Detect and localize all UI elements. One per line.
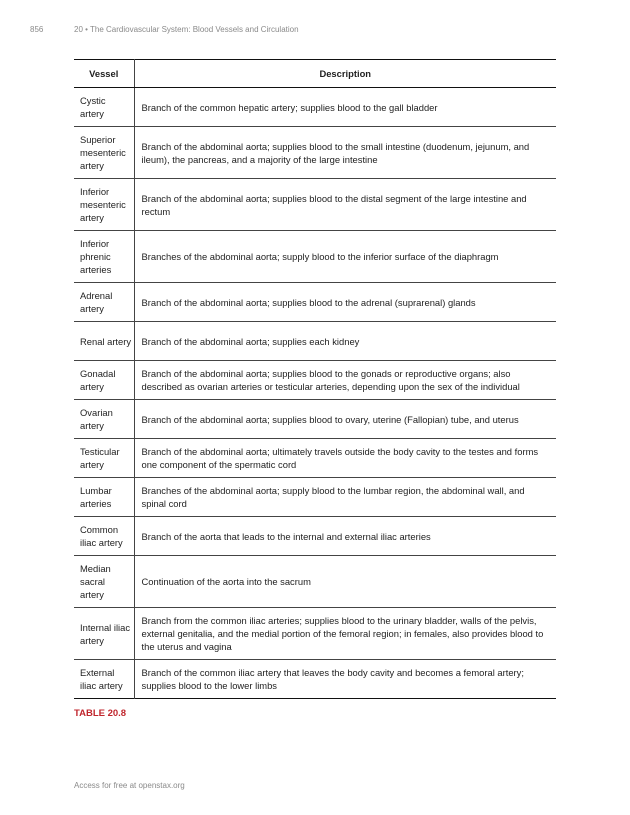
description-cell: Branch of the aorta that leads to the internal and external iliac arteries (134, 517, 556, 556)
table-row (74, 322, 556, 361)
table-row (74, 400, 556, 439)
description-cell: Branch of the common iliac artery that leaves the body cavity and becomes a femoral artery; supplies blood to the lower limbs (141, 667, 524, 691)
running-title: 20 • The Cardiovascular System: Blood Vessels and Circulation (74, 25, 299, 34)
vessel-table (74, 59, 556, 699)
table-row (74, 283, 556, 322)
description-cell: Branch of the abdominal aorta; ultimately travels outside the body cavity to the testes and forms one component of the spermatic cord (134, 439, 556, 478)
vessel-cell: Common iliac artery (74, 517, 134, 556)
page-footer: Access for free at openstax.org (74, 781, 185, 790)
vessel-cell: Median sacral artery (74, 556, 134, 608)
page-number: 856 (30, 25, 44, 34)
table-row (74, 517, 556, 556)
description-cell: Branch from the common iliac arteries; supplies blood to the urinary bladder, walls of the pelvis, external genitalia, and the medial portion of the femoral region; in females, also provides blood to the uterus and vagina (134, 608, 556, 660)
vessel-column-header: Vessel (74, 60, 134, 88)
vessel-cell: Testicular artery (74, 439, 134, 478)
description-cell: Branches of the abdominal aorta; supply blood to the lumbar region, the abdominal wall, and spinal cord (134, 478, 556, 517)
description-cell: Branches of the abdominal aorta; supply blood to the inferior surface of the diaphragm (134, 231, 556, 283)
table-row (74, 439, 556, 478)
vessel-cell: Superior mesenteric artery (74, 127, 134, 179)
vessel-cell: Gonadal artery (74, 361, 134, 400)
table-row (74, 127, 556, 179)
vessel-cell: Lumbar arteries (74, 478, 134, 517)
description-cell: Branch of the abdominal aorta; supplies blood to the adrenal (suprarenal) glands (134, 283, 556, 322)
table-row (74, 556, 556, 608)
table-row (74, 361, 556, 400)
vessel-cell: Renal artery (74, 322, 134, 361)
table-row (74, 660, 556, 699)
table-row (74, 88, 556, 127)
table-row (74, 179, 556, 231)
description-cell: Branch of the abdominal aorta; supplies blood to the distal segment of the large intestine and rectum (134, 179, 556, 231)
description-cell: Branch of the abdominal aorta; supplies blood to ovary, uterine (Fallopian) tube, and uterus (134, 400, 556, 439)
vessel-cell: Internal iliac artery (74, 608, 134, 660)
description-cell: Branch of the abdominal aorta; supplies each kidney (134, 322, 556, 361)
vessel-cell: Adrenal artery (74, 283, 134, 322)
description-cell: Continuation of the aorta into the sacrum (134, 556, 556, 608)
description-cell: Branch of the abdominal aorta; supplies blood to the gonads or reproductive organs; also described as ovarian arteries or testicular arteries, depending upon the sex of the individual (134, 361, 556, 400)
table-row (74, 231, 556, 283)
description-cell: Branch of the common hepatic artery; supplies blood to the gall bladder (134, 88, 556, 127)
table-header-row (74, 60, 556, 88)
vessel-cell: Ovarian artery (74, 400, 134, 439)
vessel-cell: Cystic artery (74, 88, 134, 127)
description-column-header: Description (134, 60, 556, 88)
vessel-cell: External iliac artery (74, 660, 134, 699)
table-caption: TABLE 20.8 (74, 708, 127, 719)
vessel-cell: Inferior mesenteric artery (74, 179, 134, 231)
table-row (74, 608, 556, 660)
vessel-cell: Inferior phrenic arteries (74, 231, 134, 283)
description-cell: Branch of the abdominal aorta; supplies blood to the small intestine (duodenum, jejunum, and ileum), the pancreas, and a majority of the large intestine (134, 127, 556, 179)
table-row (74, 478, 556, 517)
